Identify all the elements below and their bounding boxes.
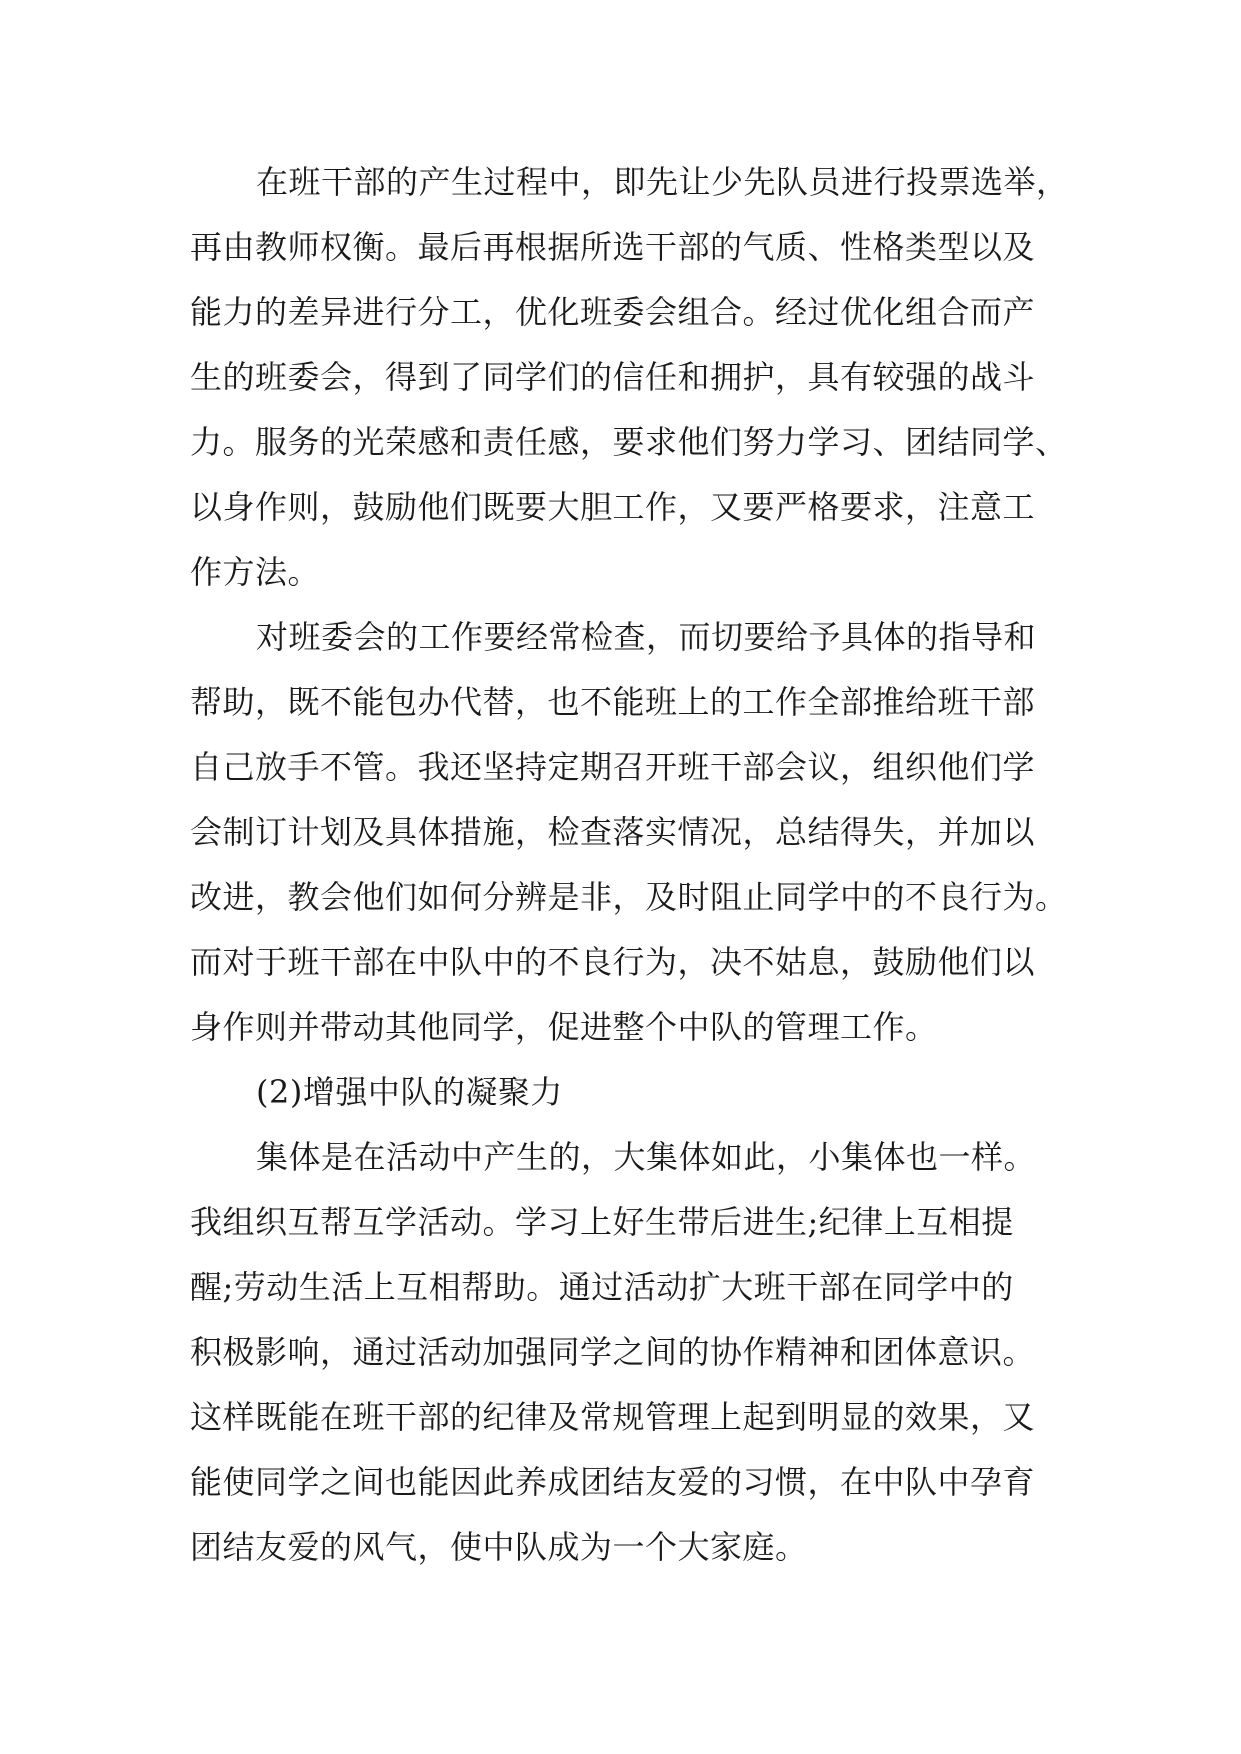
text-line: 积极影响，通过活动加强同学之间的协作精神和团体意识。 — [190, 1333, 1036, 1371]
text-line: 我组织互帮互学活动。学习上好生带后进生;纪律上互相提 — [190, 1203, 1014, 1241]
text-line: 帮助，既不能包办代替，也不能班上的工作全部推给班干部 — [190, 683, 1036, 721]
text-line: 自己放手不管。我还坚持定期召开班干部会议，组织他们学 — [190, 748, 1036, 786]
text-line: 能使同学之间也能因此养成团结友爱的习惯，在中队中孕育 — [190, 1463, 1036, 1501]
text-line: 会制订计划及具体措施，检查落实情况，总结得失，并加以 — [190, 813, 1036, 851]
text-line: 以身作则，鼓励他们既要大胆工作，又要严格要求，注意工 — [190, 488, 1036, 526]
text-line: 力。服务的光荣感和责任感，要求他们努力学习、团结同学、 — [190, 423, 1068, 461]
text-line: 改进，教会他们如何分辨是非，及时阻止同学中的不良行为。 — [190, 878, 1068, 916]
paragraph — [190, 605, 1090, 1060]
text-line: 这样既能在班干部的纪律及常规管理上起到明显的效果，又 — [190, 1398, 1036, 1436]
text-line: 而对于班干部在中队中的不良行为，决不姑息，鼓励他们以 — [190, 943, 1036, 981]
text-line: 对班委会的工作要经常检查，而切要给予具体的指导和 — [256, 618, 1037, 656]
text-line: 在班干部的产生过程中，即先让少先队员进行投票选举， — [256, 163, 1069, 201]
paragraph — [190, 150, 1090, 605]
text-line: 团结友爱的风气，使中队成为一个大家庭。 — [190, 1528, 808, 1566]
text-line: 再由教师权衡。最后再根据所选干部的气质、性格类型以及 — [190, 228, 1036, 266]
paragraph — [190, 1125, 1090, 1580]
text-line: 能力的差异进行分工，优化班委会组合。经过优化组合而产 — [190, 293, 1036, 331]
document-body — [190, 150, 1090, 1580]
section-heading — [190, 1060, 1090, 1125]
text-line: 集体是在活动中产生的，大集体如此，小集体也一样。 — [256, 1138, 1037, 1176]
text-line: 身作则并带动其他同学，促进整个中队的管理工作。 — [190, 1008, 938, 1046]
heading-line: (2)增强中队的凝聚力 — [256, 1073, 563, 1111]
text-line: 生的班委会，得到了同学们的信任和拥护，具有较强的战斗 — [190, 358, 1036, 396]
text-line: 醒;劳动生活上互相帮助。通过活动扩大班干部在同学中的 — [190, 1268, 1014, 1306]
text-line: 作方法。 — [190, 553, 321, 591]
